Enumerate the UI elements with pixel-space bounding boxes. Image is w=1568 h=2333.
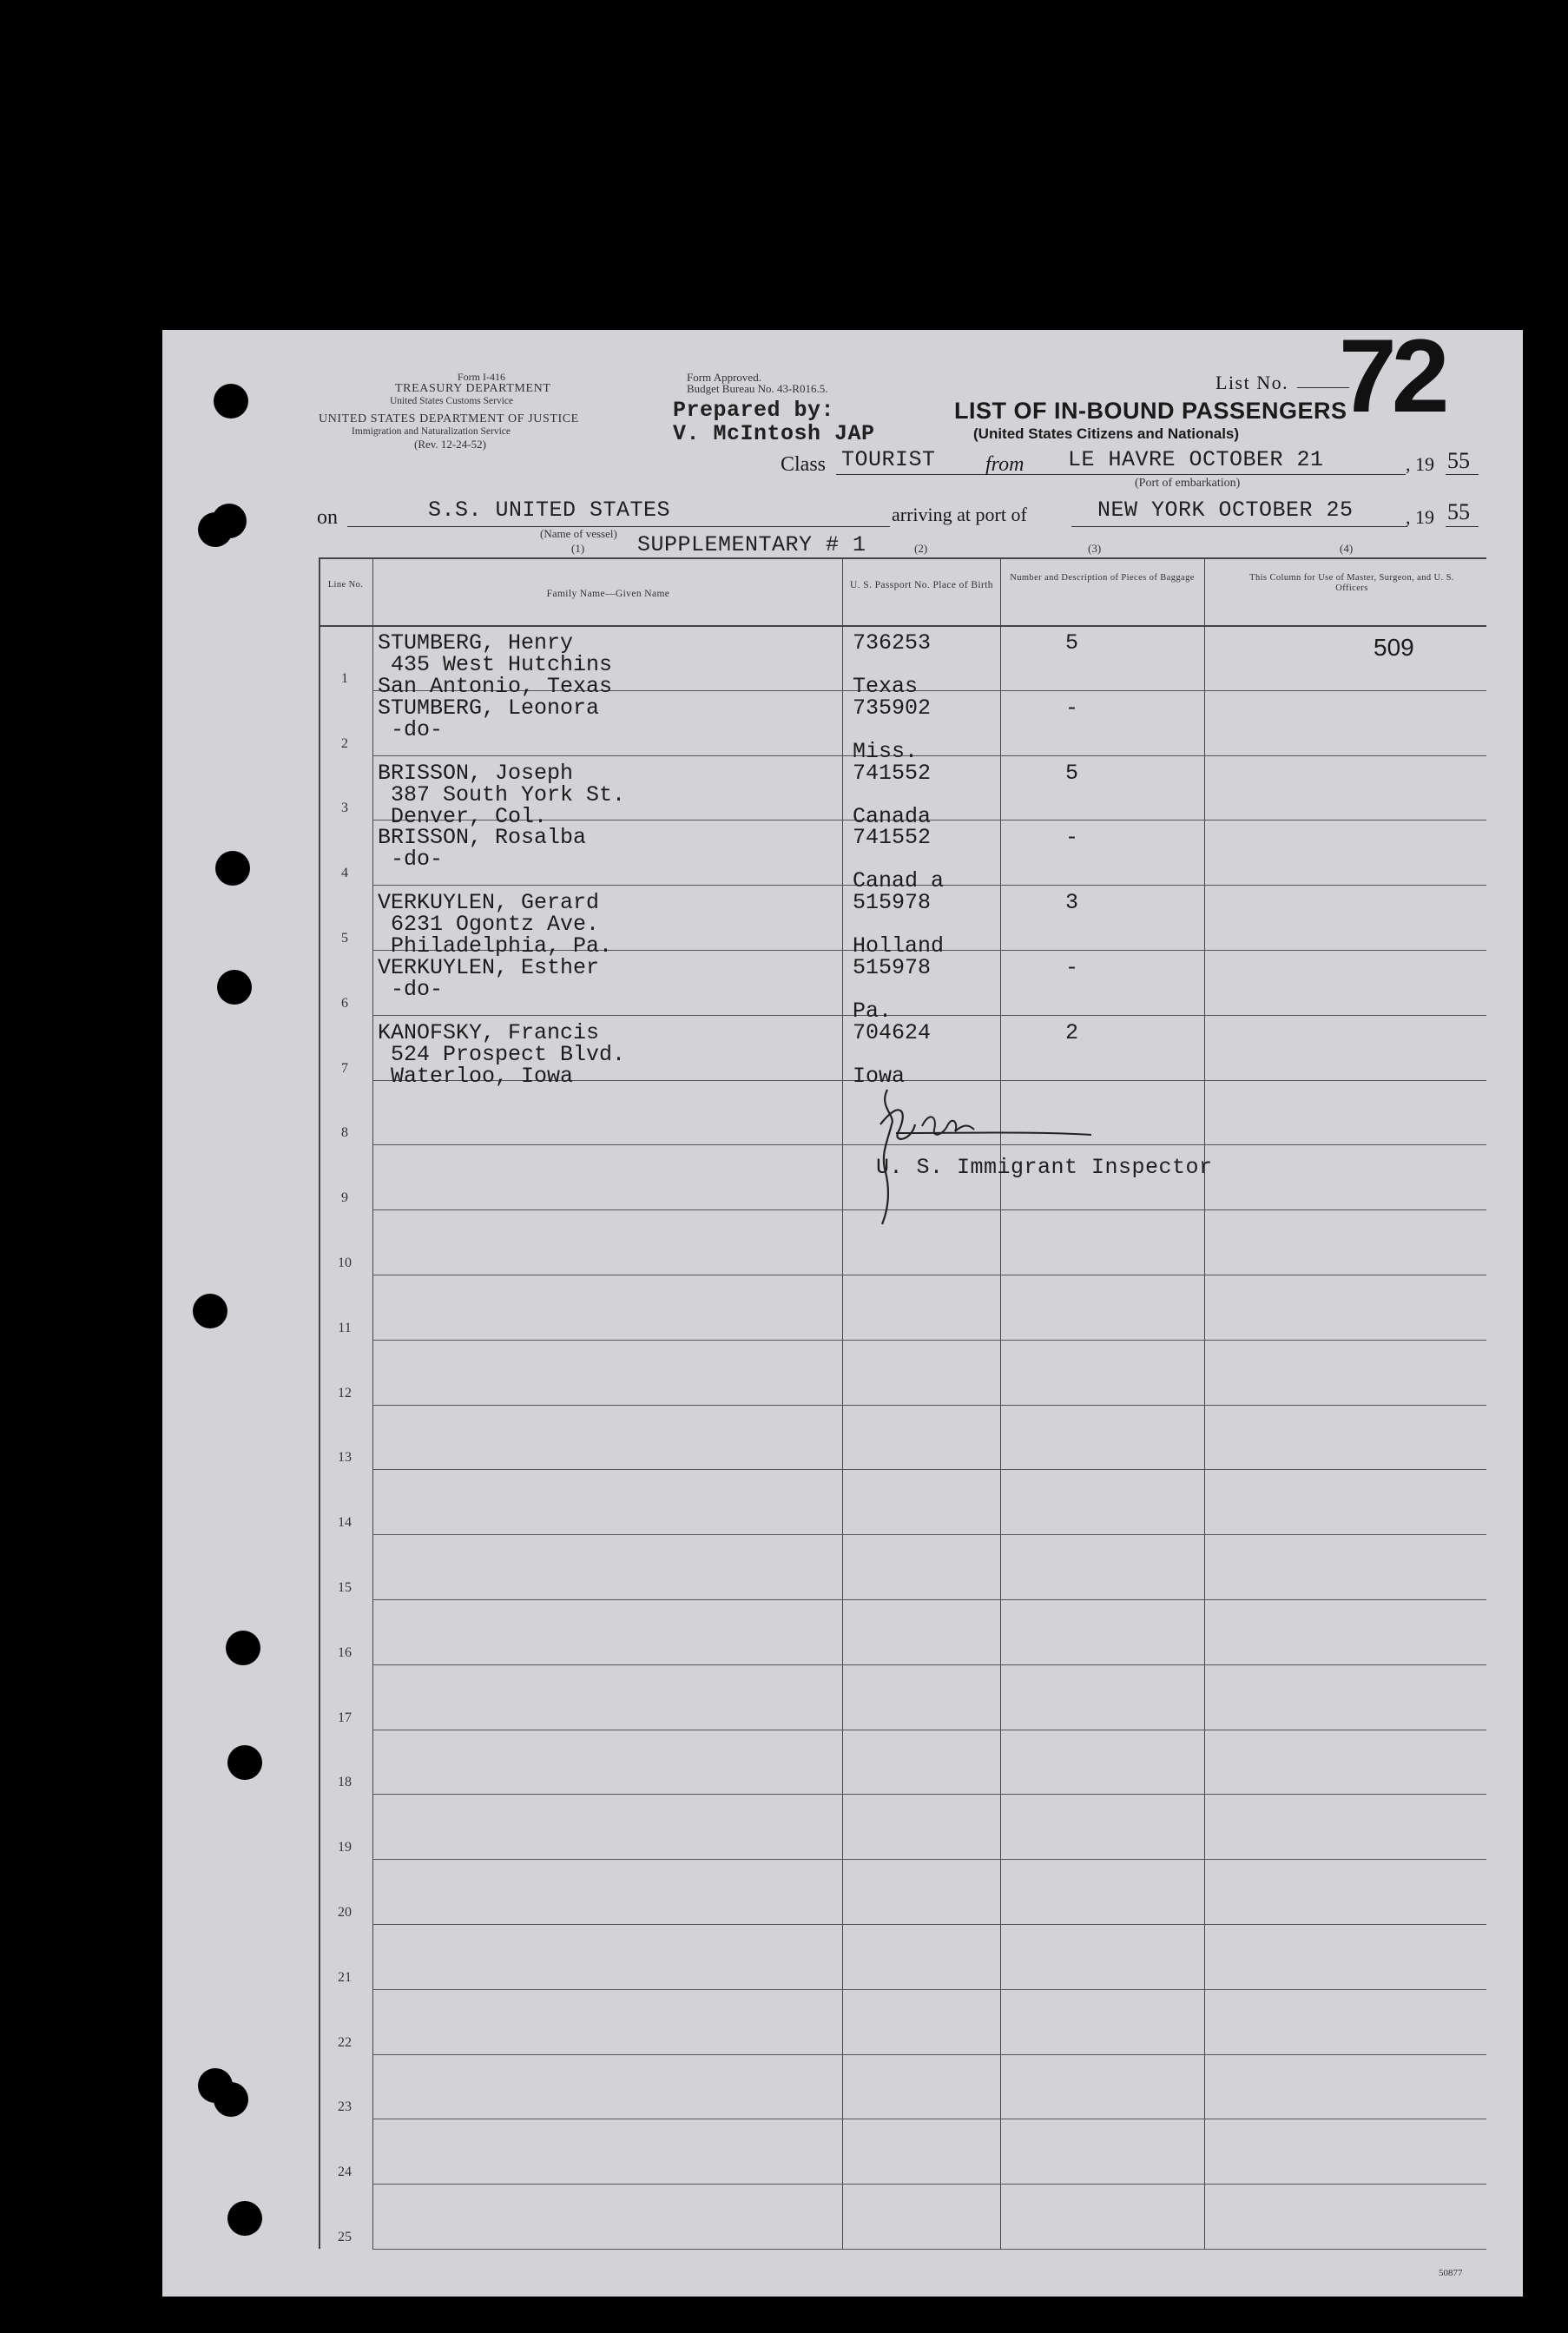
column-divider-4 [1204,557,1205,2249]
passport-birthplace: 735902 Miss. [853,695,932,764]
passport-birthplace: 515978 Holland [853,890,945,959]
row-rule [372,1794,1486,1795]
year-from: 55 [1447,448,1470,473]
line-number: 6 [341,995,348,1011]
line-number: 8 [341,1125,348,1141]
year-prefix-arrive: , 19 [1406,506,1434,528]
passport-birthplace: 515978 Pa. [853,955,932,1024]
baggage-count: - [1065,955,1079,980]
immigrant-inspector-label: U. S. Immigrant Inspector [876,1155,1213,1180]
passenger-name-address: BRISSON, Rosalba -do- [378,825,587,873]
line-number: 1 [341,670,348,686]
row-rule [372,2184,1486,2185]
treasury-department: TREASURY DEPARTMENT [395,382,551,395]
punch-hole [214,2082,248,2117]
customs-service: United States Customs Service [390,396,514,406]
punch-hole [215,851,250,886]
header-family-name: Family Name—Given Name [546,589,670,599]
department-of-justice: UNITED STATES DEPARTMENT OF JUSTICE [319,412,579,425]
footer-code: 50877 [1439,2268,1463,2278]
punch-hole [217,970,252,1005]
row-rule [372,1340,1486,1341]
class-label: Class [781,453,827,476]
list-number: 72 [1339,318,1445,434]
header-officers: This Column for Use of Master, Surgeon, and U. S. Officers [1249,573,1454,593]
baggage-count: 2 [1065,1019,1079,1045]
passport-birthplace: 704624 Iowa [853,1019,932,1089]
officer-note: 509 [1374,634,1414,661]
row-rule [372,1924,1486,1925]
year-prefix-from: , 19 [1406,453,1434,475]
punch-hole [212,504,247,538]
line-number: 7 [341,1060,348,1076]
row-rule [372,1469,1486,1470]
list-title: LIST OF IN-BOUND PASSENGERS [954,398,1347,424]
port-embarkation-caption: (Port of embarkation) [1135,477,1241,490]
row-rule [372,1534,1486,1535]
inspector-signature [861,1072,1113,1229]
column-divider-2 [842,557,843,2249]
revision-date: (Rev. 12-24-52) [414,438,486,451]
vessel-name: S.S. UNITED STATES [428,498,671,523]
column-number-2: (2) [914,542,928,555]
line-number: 2 [341,735,348,751]
line-number: 5 [341,931,348,946]
line-number: 3 [341,801,348,816]
row-rule [372,1599,1486,1600]
vessel-caption: (Name of vessel) [540,527,617,540]
line-number: 15 [338,1580,352,1595]
line-number: 19 [338,1840,352,1855]
passenger-name-address: STUMBERG, Leonora -do- [378,695,600,742]
line-number: 23 [338,2099,352,2115]
table-left-border [319,557,320,2249]
passenger-name-address: BRISSON, Joseph 387 South York St. Denver, Col. [378,760,626,829]
arriving-value: NEW YORK OCTOBER 25 [1097,498,1354,523]
prepared-by-name: V. McIntosh JAP [673,421,875,446]
passenger-name-address: STUMBERG, Henry 435 West Hutchins San Antonio, Texas [378,630,613,699]
line-number: 9 [341,1190,348,1206]
passenger-name-address: VERKUYLEN, Gerard 6231 Ogontz Ave. Philadelphia, Pa. [378,890,613,959]
punch-hole [226,1631,260,1665]
line-number: 10 [338,1255,352,1270]
punch-hole [227,1745,262,1780]
line-number: 25 [338,2230,352,2244]
budget-bureau: Budget Bureau No. 43-R016.5. [687,382,828,395]
row-rule [372,2249,1486,2250]
prepared-by-label: Prepared by: [673,398,835,423]
header-passport: U. S. Passport No. Place of Birth [850,580,993,590]
table-header-border [319,625,1486,627]
passenger-name-address: KANOFSKY, Francis 524 Prospect Blvd. Waterloo, Iowa [378,1019,626,1089]
form-number: Form I-416 [458,371,505,383]
line-number: 14 [338,1515,352,1531]
column-number-4: (4) [1340,542,1354,555]
on-label: on [317,506,338,529]
baggage-count: 3 [1065,890,1079,916]
passport-birthplace: 741552 Canad a [853,825,945,894]
row-rule [372,1989,1486,1990]
line-number: 24 [338,2165,352,2180]
header-baggage: Number and Description of Pieces of Baggage [1010,573,1195,583]
list-subtitle: (United States Citizens and Nationals) [973,425,1240,442]
row-rule [372,2054,1486,2055]
line-number: 17 [338,1710,352,1725]
year-arrive: 55 [1447,499,1470,524]
row-rule [372,1664,1486,1665]
line-number: 16 [338,1644,352,1660]
column-number-3: (3) [1088,542,1102,555]
line-number: 11 [338,1320,352,1335]
punch-hole [193,1294,227,1328]
class-value: TOURIST [841,447,936,472]
baggage-count: - [1065,825,1079,851]
baggage-count: - [1065,695,1079,721]
line-number: 13 [338,1450,352,1466]
immigration-service: Immigration and Naturalization Service [352,426,511,437]
baggage-count: 5 [1065,630,1079,656]
row-rule [372,1859,1486,1860]
table-top-border [319,557,1486,559]
header-line-no: Line No. [327,580,364,590]
from-value: LE HAVRE OCTOBER 21 [1068,447,1324,472]
from-label: from [985,453,1024,476]
column-divider-3 [1000,557,1001,2249]
form-sheet [162,318,1523,2297]
column-number-1: (1) [571,542,585,555]
punch-hole [214,384,248,418]
passport-birthplace: 741552 Canada [853,760,932,829]
column-divider-1 [372,557,373,2249]
line-number: 20 [338,1905,352,1920]
passenger-name-address: VERKUYLEN, Esther -do- [378,955,600,1002]
form-approved: Form Approved. [687,371,761,384]
row-rule [372,1405,1486,1406]
supplementary-note: SUPPLEMENTARY # 1 [637,532,866,557]
punch-hole [227,2201,262,2236]
line-number: 18 [338,1775,352,1790]
line-number: 21 [338,1969,352,1985]
line-number: 12 [338,1385,352,1400]
baggage-count: 5 [1065,760,1079,786]
line-number: 4 [341,866,348,881]
arriving-label: arriving at port of [892,504,1027,525]
list-no-label: List No. [1216,372,1289,393]
passport-birthplace: 736253 Texas [853,630,932,699]
line-number: 22 [338,2034,352,2050]
